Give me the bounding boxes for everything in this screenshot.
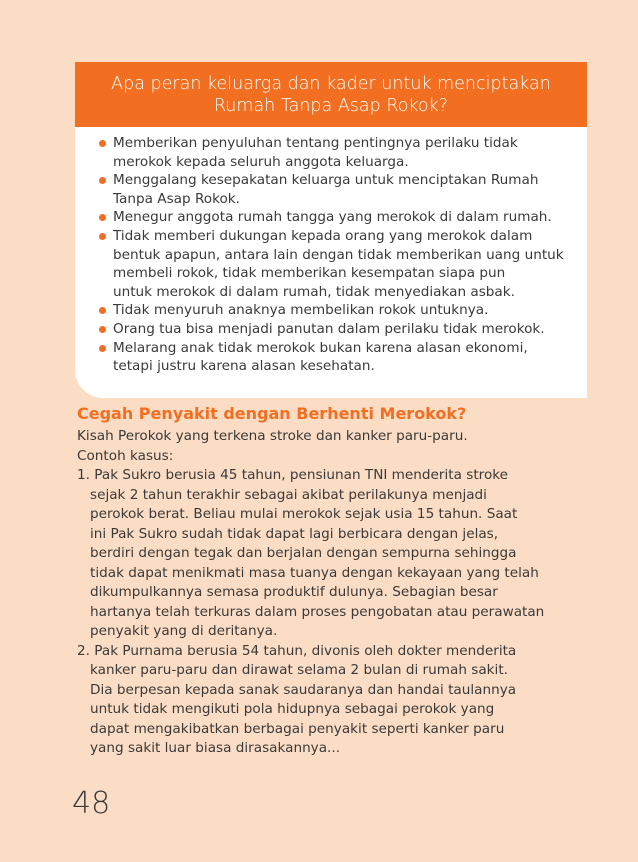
bullet-line: Tidak memberi dukungan kepada orang yang merokok dalam <box>113 227 533 244</box>
case-2 <box>77 642 597 759</box>
case-line: perokok berat. Beliau mulai merokok sejak usia 15 tahun. Saat <box>90 506 518 522</box>
bullet-line: Menegur anggota rumah tangga yang merokok di dalam rumah. <box>113 209 552 226</box>
example-label: Contoh kasus: <box>77 447 174 464</box>
case-line: untuk tidak mengikuti pola hidupnya sebagai perokok yang <box>90 701 495 717</box>
info-box-header <box>75 62 587 127</box>
bullet-line: tetapi justru karena alasan kesehatan. <box>113 358 375 375</box>
case-line: 2. Pak Purnama berusia 54 tahun, divonis oleh dokter menderita <box>77 642 517 659</box>
bullet-line: Memberikan penyuluhan tentang pentingnya perilaku tidak <box>113 135 518 151</box>
case-line: Dia berpesan kepada sanak saudaranya dan handai taulannya <box>90 681 517 698</box>
page-number: 48 <box>72 786 111 821</box>
bullet-line: membeli rokok, tidak memberikan kesempatan siapa pun <box>113 265 506 282</box>
bullet-line: Tidak menyuruh anaknya membelikan rokok untuknya. <box>113 302 489 319</box>
bullet-line: Tanpa Asap Rokok. <box>113 190 240 207</box>
case-line: berdiri dengan tegak dan berjalan dengan sempurna sehingga <box>90 545 517 561</box>
case-line: kanker paru-paru dan dirawat selama 2 bulan di rumah sakit. <box>90 662 508 678</box>
case-line: 1. Pak Sukro berusia 45 tahun, pensiunan TNI menderita stroke <box>77 467 509 483</box>
bullet-line: bentuk apapun, antara lain dengan tidak memberikan uang untuk <box>113 246 564 263</box>
bullet-item <box>99 227 587 301</box>
bullet-item <box>99 171 587 208</box>
case-line: hartanya telah terkuras dalam proses pengobatan atau perawatan <box>90 603 545 620</box>
bullet-line: merokok kepada seluruh anggota keluarga. <box>113 153 409 170</box>
case-line: dapat mengakibatkan berbagai penyakit seperti kanker paru <box>90 720 505 737</box>
section-title: Cegah Penyakit dengan Berhenti Merokok? <box>77 404 467 423</box>
bullet-line: untuk merokok di dalam rumah, tidak menyediakan asbak. <box>113 283 515 300</box>
bullet-item <box>99 134 587 171</box>
bullet-line: Menggalang kesepakatan keluarga untuk menciptakan Rumah <box>113 172 539 189</box>
case-1 <box>77 466 597 642</box>
case-line: penyakit yang di deritanya. <box>90 623 278 639</box>
info-box <box>75 62 587 398</box>
main-section <box>77 404 597 759</box>
case-line: sejak 2 tahun terakhir sebagai akibat perilakunya menjadi <box>90 486 487 503</box>
info-box-title-line: Apa peran keluarga dan kader untuk menciptakan <box>111 73 551 94</box>
case-line: ini Pak Sukro sudah tidak dapat lagi berbicara dengan jelas, <box>90 525 499 542</box>
case-line: dikumpulkannya semasa produktif dulunya. Sebagian besar <box>90 584 498 600</box>
bullet-line: Melarang anak tidak merokok bukan karena alasan ekonomi, <box>113 339 528 356</box>
bullet-item <box>99 320 587 339</box>
bullet-list <box>75 127 587 376</box>
case-line: yang sakit luar biasa dirasakannya... <box>90 740 341 756</box>
bullet-line: Orang tua bisa menjadi panutan dalam perilaku tidak merokok. <box>113 320 545 337</box>
info-box-title <box>91 73 571 117</box>
bullet-item <box>99 208 587 227</box>
info-box-title-line: Rumah Tanpa Asap Rokok? <box>213 95 449 116</box>
case-line: tidak dapat menikmati masa tuanya dengan kekayaan yang telah <box>90 564 539 581</box>
intro-text: Kisah Perokok yang terkena stroke dan kanker paru-paru. <box>77 428 468 444</box>
bullet-item <box>99 339 587 376</box>
bullet-item <box>99 301 587 320</box>
